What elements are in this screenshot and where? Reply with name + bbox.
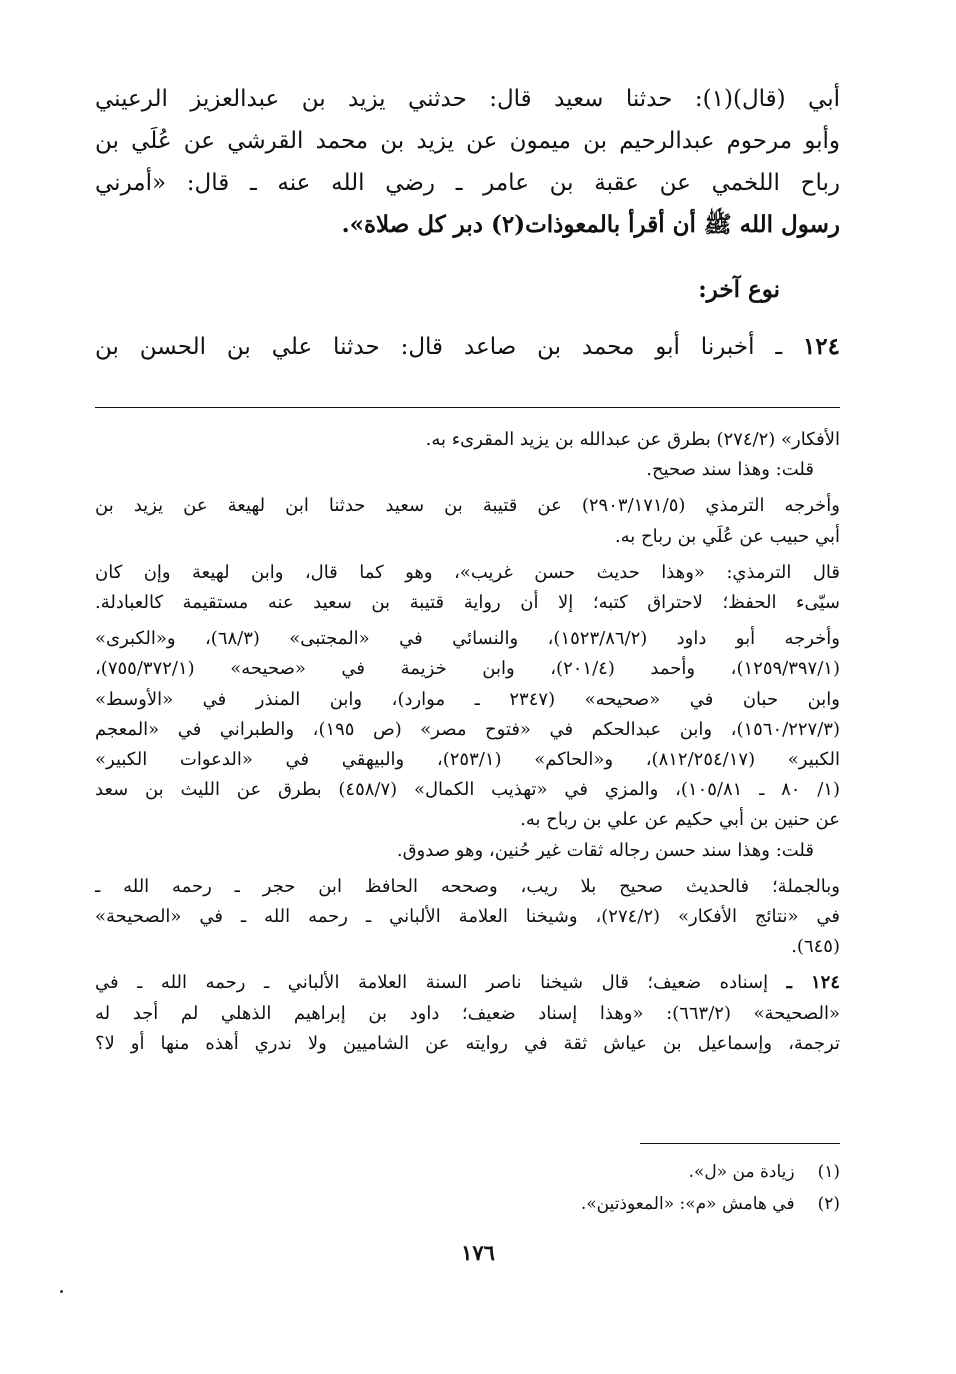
main-line-2: وأبو مرحوم عبدالرحيم بن ميمون عن يزيد بن محمد القرشي عن عُلَي بن <box>95 128 840 154</box>
footnote-2 <box>581 1188 840 1220</box>
note-line: (١٥٦٠/٢٢٧/٣)، وابن عبدالحكم في «فتوح مصر» (ص ١٩٥)، والطبراني في «المعجم <box>95 718 840 740</box>
note-line: الكبير» (٨١٢/٢٥٤/١٧)، و«الحاكم» (٢٥٣/١)، والبيهقي في «الدعوات الكبير» <box>95 749 841 771</box>
note-line: ترجمة، وإسماعيل بن عياش ثقة في روايته عن الشاميين ولا ندري أهذه منها أو لا؟ <box>95 1032 840 1054</box>
hadith-number: ١٢٤ <box>802 333 841 360</box>
footnote-number: (١) <box>817 1162 840 1182</box>
section-heading: نوع آخر: <box>698 276 780 303</box>
footnote-number: (٢) <box>817 1194 840 1214</box>
note-line: (٦٤٥). <box>791 936 840 958</box>
note-line: عن حنين بن أبي حكيم عن علي بن رباح به. <box>520 809 840 831</box>
note-line: إسناده ضعيف؛ قال شيخنا ناصر السنة العلامة الألباني ـ رحمه الله ـ في <box>95 972 769 994</box>
commentary-notes <box>95 425 840 1059</box>
note-124-number: ١٢٤ ـ <box>786 972 840 994</box>
main-line-3: رباح اللخمي عن عقبة بن عامر ـ رضي الله عنه ـ قال: «أمرني <box>95 170 840 196</box>
note-line: وأخرجه الترمذي (٢٩٠٣/١٧١/٥) عن قتيبة بن سعيد حدثنا ابن لهيعة عن يزيد بن <box>95 495 840 517</box>
note-line: قال الترمذي: «وهذا حديث حسن غريب»، وهو كما قال، وابن لهيعة وإن كان <box>95 561 840 583</box>
note-line: «الصحيحة» (٦٦٣/٢): «وهذا إسناد ضعيف؛ داود بن إبراهيم الذهلي لم أجد له <box>95 1002 840 1024</box>
footnote-text: في هامش «م»: «المعوذتين». <box>580 1194 795 1214</box>
note-line: وبالجملة؛ فالحديث صحيح بلا ريب، وصححه الحافظ ابن حجر ـ رحمه الله ـ <box>95 875 840 897</box>
note-line: وأخرجه أبو داود (١٥٢٣/٨٦/٢)، والنسائي في «المجتبى» (٦٨/٣)، و«الكبرى» <box>95 628 840 650</box>
note-line: وابن حبان في «صحيحه» (٢٣٤٧ ـ موارد)، وابن المنذر في «الأوسط» <box>95 688 840 710</box>
hadith-124-text: ـ أخبرنا أبو محمد بن صاعد قال: حدثنا علي بن الحسن بن <box>95 334 783 360</box>
hadith-124-opening <box>95 326 840 368</box>
note-line: أبي حبيب عن عُلَي بن رباح به. <box>614 525 840 547</box>
notes-divider <box>95 407 840 408</box>
note-line: الأفكار» (٢٧٤/٢) بطرق عن عبدالله بن يزيد المقرىء به. <box>425 429 840 450</box>
footnotes-divider <box>640 1143 840 1144</box>
main-line-4: رسول الله ﷺ أن أقرأ بالمعوذات(٢) دبر كل صلاة». <box>341 211 840 238</box>
footnotes <box>581 1156 840 1220</box>
note-line: (١٢٥٩/٣٩٧/١)، وأحمد (٢٠١/٤)، وابن خزيمة في «صحيحه» (٧٥٥/٣٧٢/١)، <box>95 658 840 680</box>
note-line: سيّىء الحفظ؛ لاحتراق كتبه؛ إلا أن رواية قتيبة بن سعيد عنه مستقيمة كالعبادلة. <box>95 592 840 614</box>
footnote-1 <box>581 1156 840 1188</box>
main-line-1: أبي (قال)(١): حدثنا سعيد قال: حدثني يزيد بن عبدالعزيز الرعيني <box>95 86 841 112</box>
scan-speck <box>60 1290 63 1293</box>
note-124 <box>95 968 840 998</box>
footnote-text: زيادة من «ل». <box>688 1162 795 1182</box>
main-text <box>95 78 840 368</box>
note-line: قلت: وهذا سند صحيح. <box>646 459 814 481</box>
note-line: قلت: وهذا سند حسن رجاله ثقات غير حُنين، وهو صدوق. <box>396 839 814 861</box>
page-number: ١٧٦ <box>461 1240 495 1265</box>
note-line: في «نتائج الأفكار» (٢٧٤/٢)، وشيخنا العلامة الألباني ـ رحمه الله ـ في «الصحيحة» <box>95 906 840 928</box>
note-line: (١/ ٨٠ ـ ١٠٥/٨١)، والمزي في «تهذيب الكمال» (٤٥٨/٧) بطرق عن الليث بن سعد <box>95 779 840 801</box>
